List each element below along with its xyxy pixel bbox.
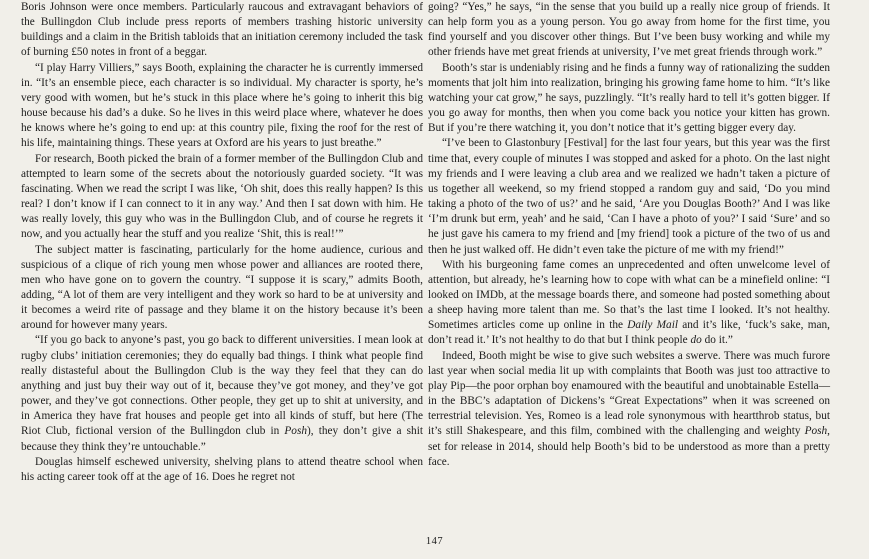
- text-run: Indeed, Booth might be wise to give such websites a swerve. There was much furore last year when social media lit up with complaints that Booth was just too attractive to play Pip—the poor orphan boy enamoured with the beautiful and unobtainable Estella—in the BBC’s adaptation of Dickens’s “Great Expectations” when it was screened on terrestrial television. Yes, Romeo is a lead role synonymous with heartthrob status, but it’s still Shakespeare, and this film, combined with the challenging and weighty: [428, 349, 830, 438]
- italic-title: Daily Mail: [627, 319, 678, 332]
- italic-emphasis: do: [690, 334, 702, 347]
- text-run: do it.”: [701, 334, 733, 347]
- paragraph: [21, 333, 423, 454]
- text-run: and it’s like, ‘fuck’s sake, man, don’t read it.’ It’s not healthy to do that but I think people: [428, 319, 830, 347]
- paragraph: Boris Johnson were once members. Particularly raucous and extravagant behaviors of the Bullingdon Club include press reports of members trashing historic university buildings and a claim in the British tabloids that an initiation ceremony included the task of burning £50 notes in front of a beggar.: [21, 1, 423, 59]
- paragraph: Douglas himself eschewed university, shelving plans to attend theatre school when his acting career took off at the age of 16. Does he regret not: [21, 455, 423, 483]
- page-number: 147: [425, 536, 444, 547]
- paragraph: “I play Harry Villiers,” says Booth, explaining the character he is currently immersed in. “It’s an ensemble piece, each character is so individual. My character is sporty, he’s very good with women, but he’s stuck in this place where he’s going to inherit this big house because his dad’s a duke. So he lives in this weird place where, whatever he does he knows where he’s going to end up: at this country pile, fixing the roof for the rest of his life, maintaining things. These years at Oxford are his years to just breathe.”: [21, 61, 423, 150]
- italic-title: Posh: [804, 425, 828, 438]
- text-run: With his burgeoning fame comes an unprecedented and often unwelcome level of attention, but already, he’s learning how to cope with what can be a minefield online: “I looked on IMDb, at the message boards there, and someone had posted something about a sheep having more talent than me. So that’s the last time I looked. It’s not healthy. Sometimes articles come up online in the: [428, 258, 830, 332]
- italic-title: Posh: [284, 425, 307, 438]
- paragraph: [428, 258, 830, 349]
- text-run: ), they don’t give a shit because they think they’re untouchable.”: [21, 425, 423, 453]
- paragraph: “I’ve been to Glastonbury [Festival] for the last four years, but this year was the first time that, every couple of minutes I was stopped and asked for a photo. On the last night my friends and I were leaving a club area and we realized we hadn’t taken a picture of us together all weekend, so my friend stopped a random guy and said, ‘Do you mind taking a photo of the two of us?’ and he said, ‘Are you Douglas Booth?’ And I was like ‘I’m drunk but erm, yeah’ and he said, ‘Can I have a photo of you?’ I said ‘Sure’ and so he just gave his camera to my friend and [my friend] took a picture of the two of us and then he just walked off. He didn’t even take the picture of me with my friend!”: [428, 137, 830, 256]
- right-column: [428, 0, 830, 470]
- text-run: “If you go back to anyone’s past, you go back to different universities. I mean look at rugby clubs’ initiation ceremonies; they do equally bad things. I think what people find really distasteful about the Bullingdon Club is the way they feel that they can do anything and just buy their way out of it, because they’ve got money, and they’ve got power, and they’ve got connections. Other people, they get up to shit at university, and in America they have frat houses and people get into all kinds of stuff, but here (The Riot Club, fictional version of the Bullingdon club in: [21, 334, 423, 438]
- paragraph: For research, Booth picked the brain of a former member of the Bullingdon Club and attempted to learn some of the secrets about the notoriously guarded society. “It was fascinating. When we read the script I was like, ‘Oh shit, does this really happen? Is this real? I don’t know if I can connect to it in any way.’ And then I sat down with him. He was really lovely, this guy who was in the Bullingdon Club, and of course he regrets it now, and you actually hear the stuff and you realize ‘Shit, this is real!’”: [21, 152, 423, 241]
- text-run: , set for release in 2014, should help Booth’s bid to be understood as more than a pretty face.: [428, 425, 830, 468]
- left-column: [21, 0, 423, 485]
- paragraph: [428, 349, 830, 470]
- paragraph: Booth’s star is undeniably rising and he finds a funny way of rationalizing the sudden moments that jolt him into realization, bringing his growing fame home to him. “It’s like watching your cat grow,” he says, puzzlingly. “It’s really hard to tell it’s gotten bigger. If you go away for months, then when you come back you notice your kitten has grown. But if you’re there watching it, you don’t notice that it’s getting bigger every day.: [428, 61, 830, 135]
- paragraph: going? “Yes,” he says, “in the sense that you build up a really nice group of friends. It can help form you as a young person. You go away from home for the first time, you find yourself and you discover other things. But I’ve been busy working and while my other friends have met great friends at university, I’ve met great friends through work.”: [428, 1, 830, 59]
- paragraph: The subject matter is fascinating, particularly for the home audience, curious and suspicious of a clique of rich young men whose power and alliances are rooted there, men who have gone on to govern the country. “I suppose it is scary,” admits Booth, adding, “A lot of them are very intelligent and they work so hard to be at university and it becomes a weird rite of passage and they blame it on the history because it’s been around for however many years.: [21, 243, 423, 332]
